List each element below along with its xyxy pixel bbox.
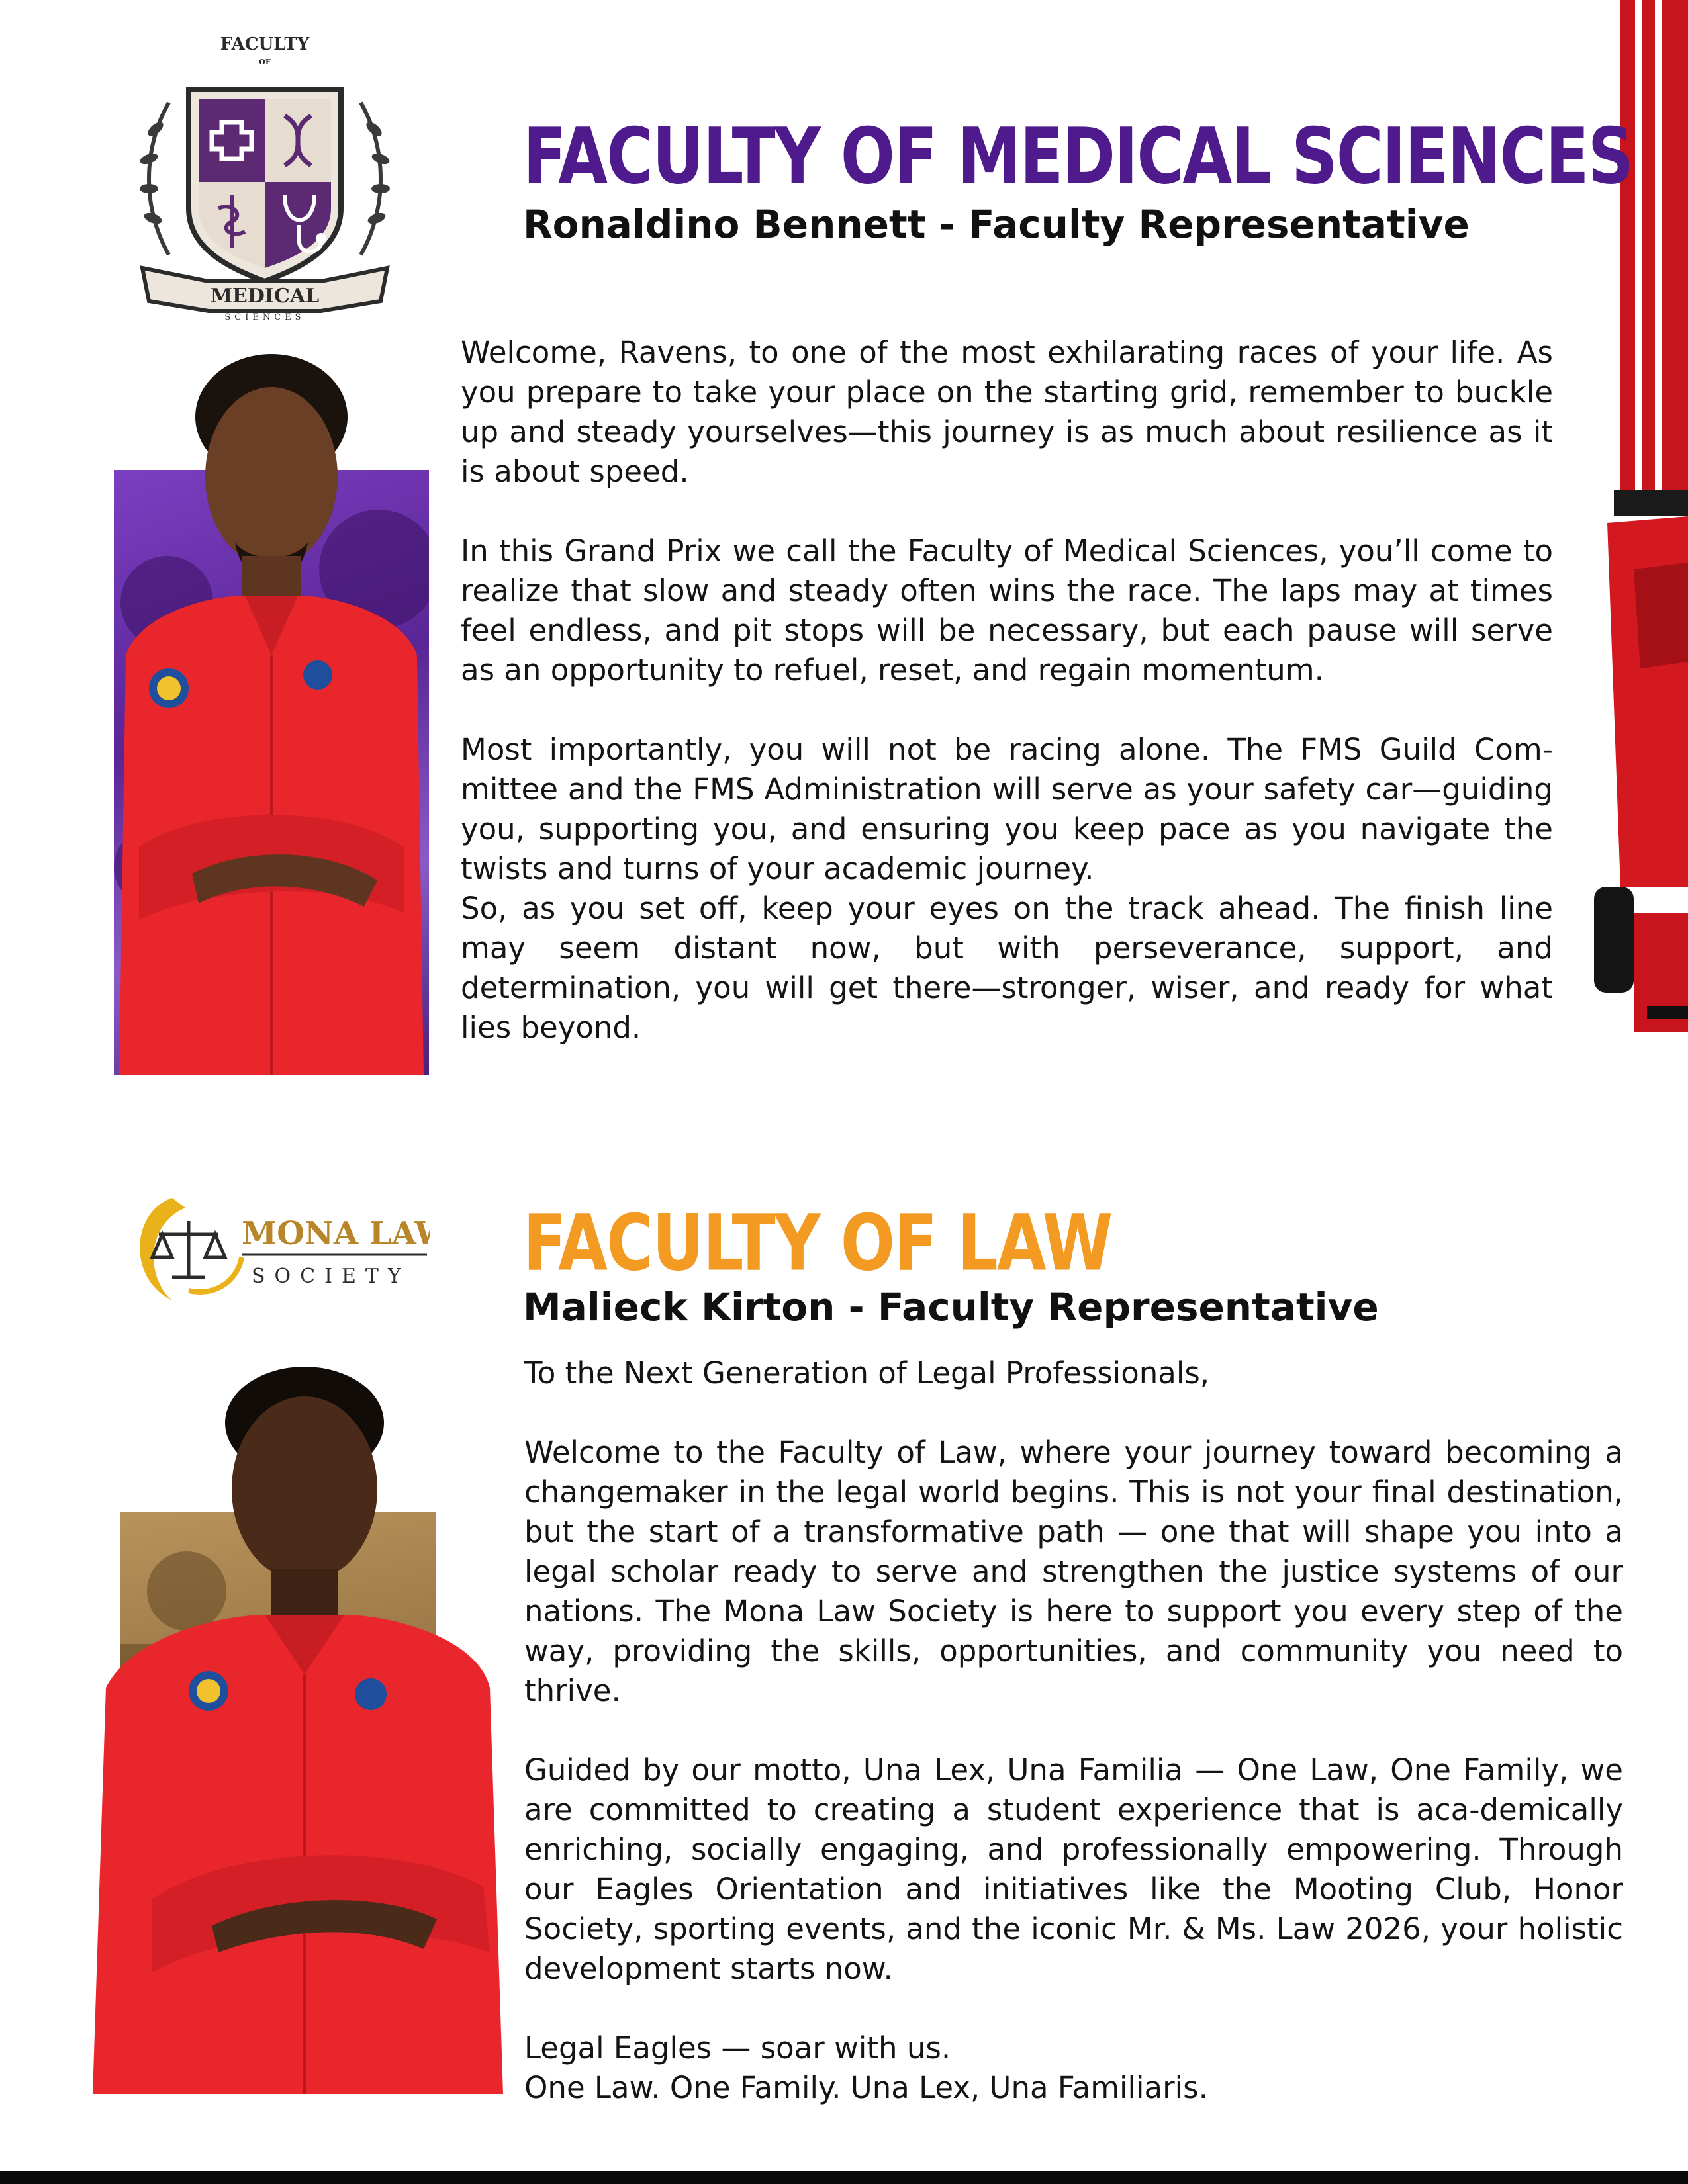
fms-message: [461, 333, 1553, 1048]
mona-law-society-logo: [126, 1191, 430, 1307]
fms-logo-top-text: FACULTY: [220, 36, 310, 54]
law-representative-photo: [93, 1357, 503, 2094]
law-paragraph-2: Guided by our motto, Una Lex, Una Familia — One Law, One Family, we are committed to creating a student experience that is aca-demically enriching, socially engaging, and professionally empowering. Through our Eagles Orientation and initiatives like the Mooting Club, Honor Society, sporting events, and the iconic Mr. & Ms. Law 2026, your holistic development starts now.: [524, 1752, 1623, 1986]
fms-crest-logo: [129, 36, 400, 321]
mona-law-society-logo-icon: [126, 1191, 430, 1307]
law-paragraph-1: Welcome to the Faculty of Law, where your journey toward becoming a changemaker in the legal world begins. This is not your final destination, but the start of a transformative path — one that will shape you into a legal scholar ready to serve and strengthen the justice systems of our nations. The Mona Law Society is here to support you every step of the way, providing the skills, opportunities, and community you need to thrive.: [524, 1435, 1623, 1708]
fms-logo-banner-text: MEDICAL: [210, 285, 320, 308]
person-portrait-icon: [93, 1357, 503, 2094]
law-closing-2: One Law. One Family. Una Lex, Una Familiaris.: [524, 2070, 1208, 2105]
fms-title: FACULTY OF MEDICAL SCIENCES: [523, 111, 1633, 202]
law-greeting: To the Next Generation of Legal Professionals,: [524, 1355, 1210, 1390]
fms-crest-icon: [129, 36, 400, 321]
footer-bar: [0, 2171, 1688, 2184]
fms-paragraph-3: Most importantly, you will not be racing alone. The FMS Guild Com-mittee and the FMS Administration will serve as your safety car—guiding you, supporting you, and ensuring you keep pace as you navigate the twists and turns of your academic journey.: [461, 732, 1553, 886]
law-title: FACULTY OF LAW: [523, 1197, 1112, 1289]
fms-representative-photo: [113, 344, 430, 1075]
fms-logo-bottom-text: SCIENCES: [224, 312, 305, 321]
fms-paragraph-1: Welcome, Ravens, to one of the most exhilarating races of your life. As you prepare to take your place on the starting grid, remember to buckle up and steady yourselves—this journey is as much about resilience as it is about speed.: [461, 335, 1553, 489]
person-portrait-icon: [113, 344, 430, 1075]
fms-paragraph-2: In this Grand Prix we call the Faculty of Medical Sciences, you’ll come to realize that slow and steady often wins the race. The laps may at times feel endless, and pit stops will be necessary, but each pause will serve as an opportunity to refuel, reset, and regain momentum.: [461, 533, 1553, 688]
law-logo-name: MONA LAW: [242, 1215, 430, 1252]
fms-subtitle: Ronaldino Bennett - Faculty Representative: [523, 202, 1470, 247]
law-closing-1: Legal Eagles — soar with us.: [524, 2030, 951, 2066]
law-logo-sub: SOCIETY: [252, 1265, 410, 1288]
law-message: [524, 1353, 1623, 2108]
law-subtitle: Malieck Kirton - Faculty Representative: [523, 1285, 1379, 1330]
fms-logo-of-text: OF: [259, 58, 271, 66]
fms-paragraph-4: So, as you set off, keep your eyes on the track ahead. The finish line may seem distant now, but with perseverance, support, and determination, you will get there—stronger, wiser, and ready for what lies beyond.: [461, 891, 1553, 1045]
